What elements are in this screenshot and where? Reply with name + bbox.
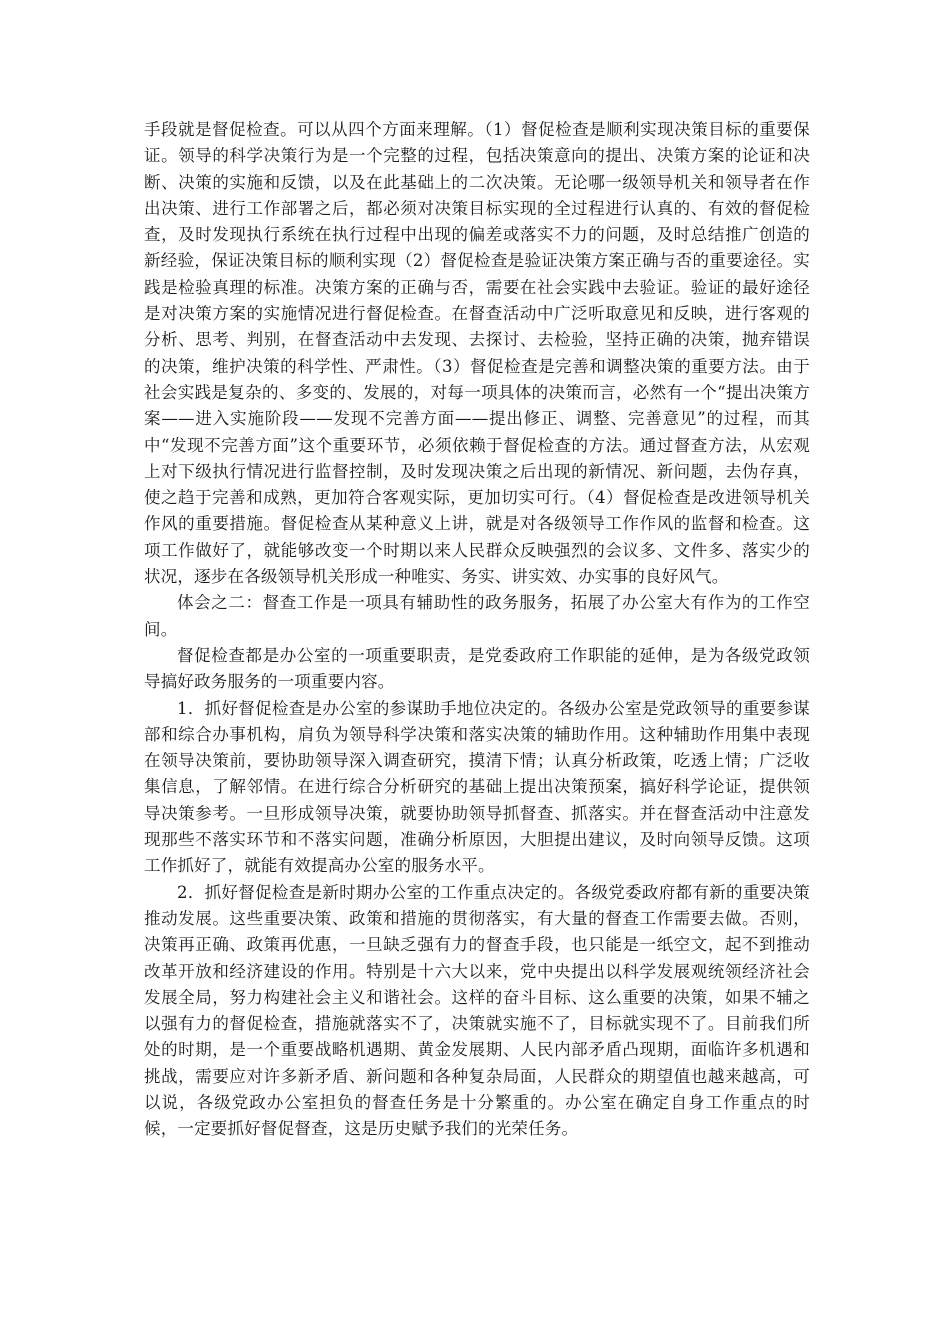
paragraph-4: 1．抓好督促检查是办公室的参谋助手地位决定的。各级办公室是党政领导的重要参谋部和综合办事机构，肩负为领导科学决策和落实决策的辅助作用。这种辅助作用集中表现在领导决策前，要协助领导深入调查研究，摸清下情；认真分析政策，吃透上情；广泛收集信息，了解邻情。在进行综合分析研究的基础上提出决策预案，搞好科学论证，提供领导决策参考。一旦形成领导决策，就要协助领导抓督查、抓落实。并在督查活动中注意发现那些不落实环节和不落实问题，准确分析原因，大胆提出建议，及时向领导反馈。这项工作抓好了，就能有效提高办公室的服务水平。 — [144, 698, 810, 876]
paragraph-2: 体会之二：督查工作是一项具有辅助性的政务服务，拓展了办公室大有作为的工作空间。 — [144, 593, 810, 639]
paragraph-3: 督促检查都是办公室的一项重要职责，是党委政府工作职能的延伸，是为各级党政领导搞好政务服务的一项重要内容。 — [144, 645, 810, 692]
document-body — [144, 117, 810, 1143]
paragraph-5: 2．抓好督促检查是新时期办公室的工作重点决定的。各级党委政府都有新的重要决策推动发展。这些重要决策、政策和措施的贯彻落实，有大量的督查工作需要去做。否则，决策再正确、政策再优惠，一旦缺乏强有力的督查手段，也只能是一纸空文，起不到推动改革开放和经济建设的作用。特别是十六大以来，党中央提出以科学发展观统领经济社会发展全局，努力构建社会主义和谐社会。这样的奋斗目标、这么重要的决策，如果不辅之以强有力的督促检查，措施就落实不了，决策就实施不了，目标就实现不了。目前我们所处的时期，是一个重要战略机遇期、黄金发展期、人民内部矛盾凸现期，面临许多机遇和挑战，需要应对许多新矛盾、新问题和各种复杂局面，人民群众的期望值也越来越高，可以说，各级党政办公室担负的督查任务是十分繁重的。办公室在确定自身工作重点的时候，一定要抓好督促督查，这是历史赋予我们的光荣任务。 — [144, 882, 810, 1139]
paragraph-1: 手段就是督促检查。可以从四个方面来理解。（1）督促检查是顺利实现决策目标的重要保证。领导的科学决策行为是一个完整的过程，包括决策意向的提出、决策方案的论证和决断、决策的实施和反馈，以及在此基础上的二次决策。无论哪一级领导机关和领导者在作出决策、进行工作部署之后，都必须对决策目标实现的全过程进行认真的、有效的督促检查，及时发现执行系统在执行过程中出现的偏差或落实不力的问题，及时总结推广创造的新经验，保证决策目标的顺利实现（2）督促检查是验证决策方案正确与否的重要途径。实践是检验真理的标准。决策方案的正确与否，需要在社会实践中去验证。验证的最好途径是对决策方案的实施情况进行督促检查。在督查活动中广泛听取意见和反映，进行客观的分析、思考、判别，在督查活动中去发现、去探讨、去检验，坚持正确的决策，抛弃错误的决策，维护决策的科学性、严肃性。（3）督促检查是完善和调整决策的重要方法。由于社会实践是复杂的、多变的、发展的，对每一项具体的决策而言，必然有一个“提出决策方案——进入实施阶段——发现不完善方面——提出修正、调整、完善意见”的过程，而其中“发现不完善方面”这个重要环节，必须依赖于督促检查的方法。通过督查方法，从宏观上对下级执行情况进行监督控制，及时发现决策之后出现的新情况、新问题，去伪存真，使之趋于完善和成熟，更加符合客观实际，更加切实可行。（4）督促检查是改进领导机关作风的重要措施。督促检查从某种意义上讲，就是对各级领导工作作风的监督和检查。这项工作做好了，就能够改变一个时期以来人民群众反映强烈的会议多、文件多、落实少的状况，逐步在各级领导机关形成一种唯实、务实、讲实效、办实事的良好风气。 — [144, 120, 810, 587]
